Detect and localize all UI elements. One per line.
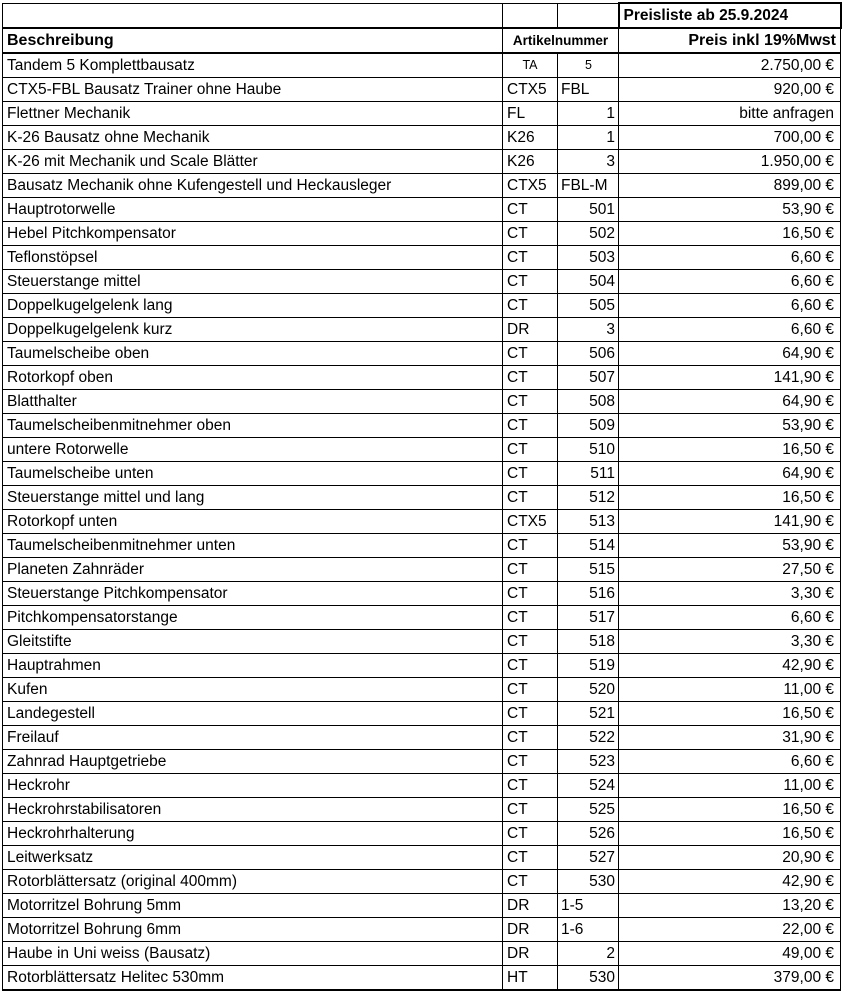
cell-description: Taumelscheibenmitnehmer unten — [3, 534, 503, 558]
table-row — [3, 53, 841, 78]
cell-description: Tandem 5 Komplettbausatz — [3, 53, 503, 78]
cell-price: 22,00 € — [619, 918, 841, 942]
cell-article-prefix: CT — [503, 606, 558, 630]
table-row — [3, 126, 841, 150]
cell-article-number: 530 — [558, 966, 619, 991]
cell-article-prefix: CT — [503, 246, 558, 270]
cell-article-prefix: CTX5 — [503, 78, 558, 102]
cell-article-prefix: CT — [503, 750, 558, 774]
cell-article-number: 502 — [558, 222, 619, 246]
cell-article-prefix: CT — [503, 870, 558, 894]
cell-article-number: 519 — [558, 654, 619, 678]
cell-description: Heckrohrhalterung — [3, 822, 503, 846]
table-row — [3, 774, 841, 798]
cell-article-prefix: DR — [503, 318, 558, 342]
cell-description: Hauptrahmen — [3, 654, 503, 678]
cell-price: 42,90 € — [619, 870, 841, 894]
cell-article-number: 526 — [558, 822, 619, 846]
cell-article-prefix: K26 — [503, 150, 558, 174]
cell-description: Flettner Mechanik — [3, 102, 503, 126]
cell-price: 16,50 € — [619, 798, 841, 822]
cell-description: Haube in Uni weiss (Bausatz) — [3, 942, 503, 966]
cell-article-prefix: CT — [503, 846, 558, 870]
cell-article-number: 515 — [558, 558, 619, 582]
cell-description: K-26 Bausatz ohne Mechanik — [3, 126, 503, 150]
cell-article-prefix: CT — [503, 342, 558, 366]
cell-price: 899,00 € — [619, 174, 841, 198]
cell-price: 20,90 € — [619, 846, 841, 870]
cell-price: 64,90 € — [619, 462, 841, 486]
cell-description: Pitchkompensatorstange — [3, 606, 503, 630]
table-row — [3, 366, 841, 390]
cell-price: 64,90 € — [619, 390, 841, 414]
cell-price: 53,90 € — [619, 198, 841, 222]
cell-article-number: 503 — [558, 246, 619, 270]
cell-description: Kufen — [3, 678, 503, 702]
cell-article-number: 508 — [558, 390, 619, 414]
cell-article-number: 527 — [558, 846, 619, 870]
cell-price: 379,00 € — [619, 966, 841, 991]
table-row — [3, 798, 841, 822]
cell-article-prefix: DR — [503, 918, 558, 942]
header-row — [3, 28, 841, 53]
cell-article-number: 523 — [558, 750, 619, 774]
table-row — [3, 294, 841, 318]
cell-description: Rotorkopf oben — [3, 366, 503, 390]
table-row — [3, 894, 841, 918]
cell-article-prefix: CT — [503, 654, 558, 678]
cell-article-number: 2 — [558, 942, 619, 966]
cell-price: 42,90 € — [619, 654, 841, 678]
cell-description: Teflonstöpsel — [3, 246, 503, 270]
cell-article-number: FBL-M — [558, 174, 619, 198]
cell-article-prefix: CT — [503, 558, 558, 582]
cell-article-number: 521 — [558, 702, 619, 726]
cell-price: 49,00 € — [619, 942, 841, 966]
cell-article-number: 517 — [558, 606, 619, 630]
cell-article-number: 501 — [558, 198, 619, 222]
empty-cell — [503, 3, 558, 28]
cell-description: Rotorkopf unten — [3, 510, 503, 534]
cell-price: 11,00 € — [619, 774, 841, 798]
table-row — [3, 870, 841, 894]
cell-article-prefix: CT — [503, 366, 558, 390]
cell-article-prefix: CT — [503, 678, 558, 702]
cell-article-number: 516 — [558, 582, 619, 606]
table-row — [3, 462, 841, 486]
cell-article-prefix: DR — [503, 894, 558, 918]
cell-price: 141,90 € — [619, 366, 841, 390]
cell-article-prefix: CT — [503, 774, 558, 798]
empty-cell — [558, 3, 619, 28]
cell-article-prefix: CT — [503, 270, 558, 294]
cell-description: Motorritzel Bohrung 6mm — [3, 918, 503, 942]
cell-article-number: 514 — [558, 534, 619, 558]
cell-price: 16,50 € — [619, 222, 841, 246]
cell-description: Zahnrad Hauptgetriebe — [3, 750, 503, 774]
table-row — [3, 846, 841, 870]
table-row — [3, 438, 841, 462]
header-article-number: Artikelnummer — [503, 28, 619, 53]
cell-description: Gleitstifte — [3, 630, 503, 654]
cell-price: 16,50 € — [619, 438, 841, 462]
cell-article-number: 510 — [558, 438, 619, 462]
cell-article-number: 513 — [558, 510, 619, 534]
cell-article-number: 520 — [558, 678, 619, 702]
cell-article-prefix: CT — [503, 822, 558, 846]
cell-price: 6,60 € — [619, 318, 841, 342]
table-row — [3, 558, 841, 582]
cell-description: Rotorblättersatz (original 400mm) — [3, 870, 503, 894]
cell-article-prefix: CTX5 — [503, 510, 558, 534]
cell-price: 16,50 € — [619, 486, 841, 510]
cell-price: 141,90 € — [619, 510, 841, 534]
cell-article-prefix: TA — [503, 53, 558, 78]
cell-description: Bausatz Mechanik ohne Kufengestell und Heckausleger — [3, 174, 503, 198]
cell-description: Steuerstange mittel — [3, 270, 503, 294]
cell-price: 16,50 € — [619, 822, 841, 846]
cell-article-number: 511 — [558, 462, 619, 486]
table-row — [3, 414, 841, 438]
cell-article-number: 1 — [558, 102, 619, 126]
price-list-table — [2, 2, 842, 991]
cell-article-prefix: FL — [503, 102, 558, 126]
cell-description: Heckrohr — [3, 774, 503, 798]
cell-article-number: 524 — [558, 774, 619, 798]
cell-description: Blatthalter — [3, 390, 503, 414]
cell-description: Steuerstange mittel und lang — [3, 486, 503, 510]
price-list-title-row — [3, 3, 841, 28]
cell-description: Rotorblättersatz Helitec 530mm — [3, 966, 503, 991]
cell-article-prefix: CT — [503, 222, 558, 246]
cell-price: 6,60 € — [619, 606, 841, 630]
cell-description: Hebel Pitchkompensator — [3, 222, 503, 246]
cell-description: CTX5-FBL Bausatz Trainer ohne Haube — [3, 78, 503, 102]
cell-article-prefix: DR — [503, 942, 558, 966]
cell-article-number: FBL — [558, 78, 619, 102]
cell-price: 6,60 € — [619, 270, 841, 294]
cell-description: Doppelkugelgelenk kurz — [3, 318, 503, 342]
cell-article-prefix: K26 — [503, 126, 558, 150]
cell-article-number: 5 — [558, 53, 619, 78]
cell-price: 64,90 € — [619, 342, 841, 366]
table-row — [3, 702, 841, 726]
table-row — [3, 78, 841, 102]
table-row — [3, 270, 841, 294]
cell-price: 2.750,00 € — [619, 53, 841, 78]
cell-description: Leitwerksatz — [3, 846, 503, 870]
cell-article-prefix: CT — [503, 486, 558, 510]
cell-article-number: 512 — [558, 486, 619, 510]
cell-description: Planeten Zahnräder — [3, 558, 503, 582]
table-row — [3, 534, 841, 558]
cell-article-number: 1-6 — [558, 918, 619, 942]
table-row — [3, 918, 841, 942]
cell-article-prefix: CT — [503, 198, 558, 222]
cell-price: 27,50 € — [619, 558, 841, 582]
table-row — [3, 726, 841, 750]
cell-price: 3,30 € — [619, 582, 841, 606]
cell-article-prefix: CT — [503, 702, 558, 726]
cell-description: Freilauf — [3, 726, 503, 750]
cell-price: bitte anfragen — [619, 102, 841, 126]
cell-price: 16,50 € — [619, 702, 841, 726]
table-row — [3, 606, 841, 630]
table-row — [3, 174, 841, 198]
cell-article-number: 1-5 — [558, 894, 619, 918]
table-row — [3, 246, 841, 270]
cell-description: Motorritzel Bohrung 5mm — [3, 894, 503, 918]
cell-description: Taumelscheibe unten — [3, 462, 503, 486]
cell-article-prefix: CT — [503, 582, 558, 606]
cell-article-number: 506 — [558, 342, 619, 366]
cell-price: 11,00 € — [619, 678, 841, 702]
header-price: Preis inkl 19%Mwst — [619, 28, 841, 53]
cell-price: 53,90 € — [619, 414, 841, 438]
table-row — [3, 942, 841, 966]
cell-article-number: 509 — [558, 414, 619, 438]
empty-cell — [3, 3, 503, 28]
table-row — [3, 582, 841, 606]
cell-article-prefix: HT — [503, 966, 558, 991]
table-row — [3, 342, 841, 366]
cell-article-number: 1 — [558, 126, 619, 150]
cell-article-prefix: CT — [503, 462, 558, 486]
cell-description: untere Rotorwelle — [3, 438, 503, 462]
cell-description: Taumelscheibenmitnehmer oben — [3, 414, 503, 438]
table-row — [3, 486, 841, 510]
cell-price: 920,00 € — [619, 78, 841, 102]
cell-price: 31,90 € — [619, 726, 841, 750]
table-row — [3, 222, 841, 246]
cell-article-prefix: CT — [503, 726, 558, 750]
cell-description: K-26 mit Mechanik und Scale Blätter — [3, 150, 503, 174]
cell-description: Landegestell — [3, 702, 503, 726]
cell-article-number: 3 — [558, 318, 619, 342]
cell-description: Heckrohrstabilisatoren — [3, 798, 503, 822]
table-row — [3, 822, 841, 846]
table-row — [3, 630, 841, 654]
table-row — [3, 318, 841, 342]
cell-article-prefix: CT — [503, 534, 558, 558]
table-row — [3, 102, 841, 126]
cell-article-prefix: CTX5 — [503, 174, 558, 198]
table-row — [3, 750, 841, 774]
cell-article-prefix: CT — [503, 390, 558, 414]
cell-article-number: 3 — [558, 150, 619, 174]
table-row — [3, 198, 841, 222]
cell-article-number: 525 — [558, 798, 619, 822]
cell-price: 13,20 € — [619, 894, 841, 918]
cell-article-number: 518 — [558, 630, 619, 654]
cell-price: 6,60 € — [619, 750, 841, 774]
cell-article-number: 504 — [558, 270, 619, 294]
cell-article-prefix: CT — [503, 414, 558, 438]
table-row — [3, 678, 841, 702]
table-row — [3, 654, 841, 678]
cell-price: 700,00 € — [619, 126, 841, 150]
cell-price: 6,60 € — [619, 246, 841, 270]
table-row — [3, 966, 841, 991]
cell-article-number: 530 — [558, 870, 619, 894]
cell-article-number: 507 — [558, 366, 619, 390]
cell-article-prefix: CT — [503, 798, 558, 822]
cell-price: 1.950,00 € — [619, 150, 841, 174]
table-row — [3, 510, 841, 534]
cell-description: Doppelkugelgelenk lang — [3, 294, 503, 318]
cell-article-number: 505 — [558, 294, 619, 318]
cell-price: 6,60 € — [619, 294, 841, 318]
cell-description: Steuerstange Pitchkompensator — [3, 582, 503, 606]
cell-price: 3,30 € — [619, 630, 841, 654]
cell-price: 53,90 € — [619, 534, 841, 558]
header-description: Beschreibung — [3, 28, 503, 53]
price-list-date-label: Preisliste ab 25.9.2024 — [619, 3, 841, 28]
cell-article-prefix: CT — [503, 438, 558, 462]
table-row — [3, 390, 841, 414]
cell-article-number: 522 — [558, 726, 619, 750]
cell-description: Taumelscheibe oben — [3, 342, 503, 366]
cell-article-prefix: CT — [503, 630, 558, 654]
table-row — [3, 150, 841, 174]
cell-description: Hauptrotorwelle — [3, 198, 503, 222]
cell-article-prefix: CT — [503, 294, 558, 318]
